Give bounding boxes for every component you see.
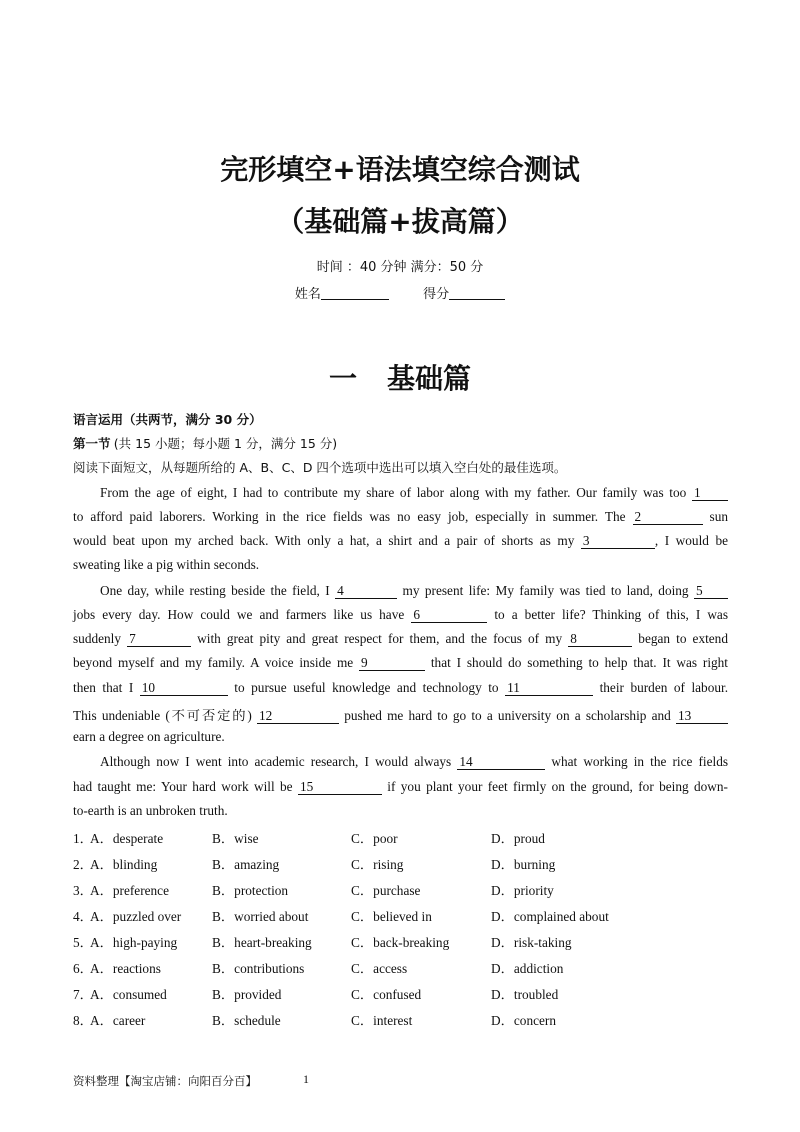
option-a: A．desperate: [90, 831, 164, 846]
direction-text: 阅读下面短文，从每题所给的 A、B、C、D 四个选项中选出可以填入空白处的最佳选项。: [73, 460, 567, 475]
blank-2: 2: [633, 510, 703, 525]
document-subtitle: （基础篇+拔高篇）: [276, 205, 524, 238]
subsection-line: [73, 434, 337, 452]
section-heading: [0, 357, 800, 397]
option-a: A．high-paying: [90, 935, 178, 950]
name-label: 姓名: [294, 287, 321, 302]
option-b: B．schedule: [212, 1013, 281, 1028]
blank-13: 13: [676, 709, 728, 724]
option-d: D．priority: [491, 883, 554, 898]
name-score-line: [0, 283, 800, 302]
blank-3: 3: [581, 534, 655, 549]
option-c: C．interest: [351, 1013, 413, 1028]
option-a: A．consumed: [90, 987, 167, 1002]
passage-line: This undeniable (不可否定的) 12 pushed me hard to go to a university on a scholarship and 13: [73, 705, 728, 724]
subsection-title: 第一节: [73, 436, 111, 451]
blank-5: 5: [694, 584, 728, 599]
option-c: C．rising: [351, 857, 404, 872]
option-d: D．proud: [491, 831, 545, 846]
blank-15: 15: [298, 780, 382, 795]
passage-line: beyond myself and my family. A voice inside me 9 that I should do something to help that. It was right: [73, 655, 729, 670]
blank-11: 11: [505, 681, 593, 696]
option-d: D．troubled: [491, 987, 559, 1002]
option-b: B．worried about: [212, 909, 309, 924]
part-title: 语言运用（共两节，满分 30 分）: [73, 412, 262, 427]
blank-7: 7: [127, 632, 191, 647]
option-c: C．poor: [351, 831, 398, 846]
option-d: D．concern: [491, 1013, 556, 1028]
score-blank: [449, 285, 505, 300]
option-c: C．believed in: [351, 909, 432, 924]
blank-14: 14: [457, 755, 545, 770]
section-number: 一: [328, 362, 357, 395]
option-d: D．complained about: [491, 909, 609, 924]
option-row: 1． A．desperate B．wise C．poor D．proud: [73, 828, 693, 846]
option-row: 8． A．career B．schedule C．interest D．concern: [73, 1010, 693, 1028]
blank-1: 1: [692, 486, 728, 501]
option-c: C．confused: [351, 987, 422, 1002]
passage-line: Although now I went into academic research, I would always 14 what working in the rice fields: [100, 754, 729, 769]
blank-6: 6: [411, 608, 487, 623]
section-name: 基础篇: [387, 362, 472, 395]
option-a: A．preference: [90, 883, 169, 898]
name-blank: [321, 285, 389, 300]
passage-line: earn a degree on agriculture.: [73, 729, 225, 744]
score-label: 得分: [423, 287, 450, 302]
option-c: C．access: [351, 961, 408, 976]
option-b: B．protection: [212, 883, 289, 898]
page-number: 1: [303, 1072, 309, 1086]
option-a: A．career: [90, 1013, 146, 1028]
blank-10: 10: [140, 681, 228, 696]
passage-line: to-earth is an unbroken truth.: [73, 803, 228, 818]
option-row: 7． A．consumed B．provided C．confused D．troubled: [73, 984, 693, 1002]
blank-8: 8: [568, 632, 632, 647]
option-a: A．blinding: [90, 857, 158, 872]
option-row: 2． A．blinding B．amazing C．rising D．burning: [73, 854, 693, 872]
passage-line: then that I 10 to pursue useful knowledge and technology to 11 their burden of labour.: [73, 680, 729, 695]
passage-line: would beat upon my arched back. With only a hat, a shirt and a pair of shorts as my 3 , I would be: [73, 533, 728, 548]
footer-source: 资料整理【淘宝店铺：向阳百分百】: [73, 1074, 257, 1088]
blank-12: 12: [257, 709, 339, 724]
option-d: D．risk-taking: [491, 935, 572, 950]
passage-line: jobs every day. How could we and farmers like us have 6 to a better life? Thinking of this, I was: [73, 607, 728, 622]
passage-line: to afford paid laborers. Working in the rice fields was no easy job, especially in summer. The 2 sun: [73, 509, 728, 524]
option-b: B．heart-breaking: [212, 935, 312, 950]
passage-line: From the age of eight, I had to contribute my share of labor along with my father. Our family was too 1: [100, 485, 728, 501]
blank-4: 4: [335, 584, 397, 599]
option-b: B．wise: [212, 831, 259, 846]
passage-line: sweating like a pig within seconds.: [73, 557, 260, 572]
passage-line: suddenly 7 with great pity and great respect for them, and the focus of my 8 began to extend: [73, 631, 728, 646]
option-d: D．addiction: [491, 961, 564, 976]
passage-line: One day, while resting beside the field, I 4 my present life: My family was tied to land, doing 5: [100, 583, 728, 599]
option-row: 5． A．high-paying B．heart-breaking C．back-breaking D．risk-taking: [73, 932, 693, 950]
blank-9: 9: [359, 656, 425, 671]
option-row: 3． A．preference B．protection C．purchase D．priority: [73, 880, 693, 898]
document-title: 完形填空+语法填空综合测试: [220, 153, 580, 186]
option-b: B．contributions: [212, 961, 305, 976]
option-a: A．puzzled over: [90, 909, 182, 924]
passage-line: had taught me: Your hard work will be 15 if you plant your feet firmly on the ground, for being down-: [73, 779, 728, 794]
option-b: B．provided: [212, 987, 282, 1002]
option-a: A．reactions: [90, 961, 161, 976]
option-d: D．burning: [491, 857, 556, 872]
option-c: C．back-breaking: [351, 935, 450, 950]
option-b: B．amazing: [212, 857, 280, 872]
option-row: 6． A．reactions B．contributions C．access D．addiction: [73, 958, 693, 976]
option-row: 4． A．puzzled over B．worried about C．believed in D．complained about: [73, 906, 693, 924]
option-c: C．purchase: [351, 883, 421, 898]
time-info: 时间 ：40 分钟 满分：50 分: [316, 260, 484, 275]
subsection-note: (共 15 小题；每小题 1 分，满分 15 分): [113, 436, 338, 451]
